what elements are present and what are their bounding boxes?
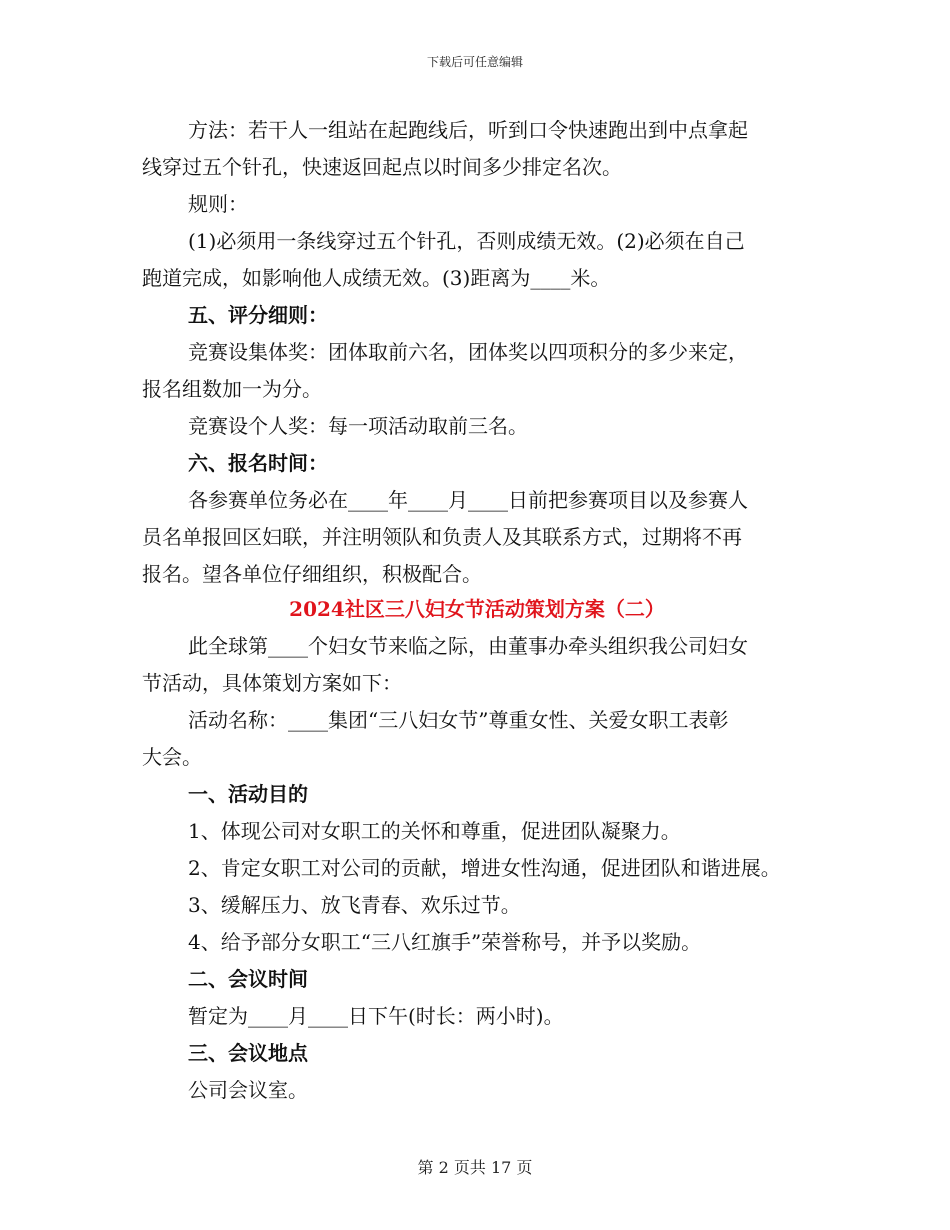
text-line: 规则： <box>188 192 248 216</box>
text-line: 4、给予部分女职工“三八红旗手”荣誉称号，并予以奖励。 <box>188 930 702 954</box>
text-line: 节活动，具体策划方案如下： <box>142 671 402 695</box>
text-line: 此全球第____个妇女节来临之际，由董事办牵头组织我公司妇女 <box>188 634 748 658</box>
text-line: 竞赛设集体奖：团体取前六名，团体奖以四项积分的多少来定， <box>188 340 748 364</box>
text-line: 跑道完成，如影响他人成绩无效。(3)距离为____米。 <box>142 266 611 290</box>
text-line: 线穿过五个针孔，快速返回起点以时间多少排定名次。 <box>142 155 622 179</box>
text-line: 2、肯定女职工对公司的贡献，增进女性沟通，促进团队和谐进展。 <box>188 856 781 880</box>
text-line: (1)必须用一条线穿过五个针孔，否则成绩无效。(2)必须在自己 <box>188 229 745 253</box>
text-line: 暂定为____月____日下午(时长：两小时)。 <box>188 1004 564 1028</box>
text-line: 大会。 <box>142 745 202 769</box>
text-line: 竞赛设个人奖：每一项活动取前三名。 <box>188 414 528 438</box>
text-line: 各参赛单位务必在____年____月____日前把参赛项目以及参赛人 <box>188 488 748 512</box>
text-line: 活动名称：____集团“三八妇女节”尊重女性、关爱女职工表彰 <box>188 708 729 732</box>
text-line: 3、缓解压力、放飞青春、欢乐过节。 <box>188 893 521 917</box>
section-heading: 三、会议地点 <box>188 1041 308 1065</box>
text-line: 报名组数加一为分。 <box>142 377 322 401</box>
section-heading: 六、报名时间： <box>188 451 328 475</box>
document-body <box>142 112 812 1109</box>
text-line: 方法：若干人一组站在起跑线后，听到口令快速跑出到中点拿起 <box>188 118 748 142</box>
text-line: 公司会议室。 <box>188 1078 308 1102</box>
section-heading: 一、活动目的 <box>188 782 308 806</box>
section-title: 2024社区三八妇女节活动策划方案（二） <box>289 597 665 621</box>
text-line: 报名。望各单位仔细组织，积极配合。 <box>142 562 482 586</box>
page-header: 下载后可任意编辑 <box>426 55 523 69</box>
section-heading: 五、评分细则： <box>188 303 328 327</box>
text-line: 1、体现公司对女职工的关怀和尊重，促进团队凝聚力。 <box>188 819 681 843</box>
text-line: 员名单报回区妇联，并注明领队和负责人及其联系方式，过期将不再 <box>142 525 742 549</box>
page-footer: 第 2 页共 17 页 <box>417 1158 533 1177</box>
section-heading: 二、会议时间 <box>188 967 308 991</box>
